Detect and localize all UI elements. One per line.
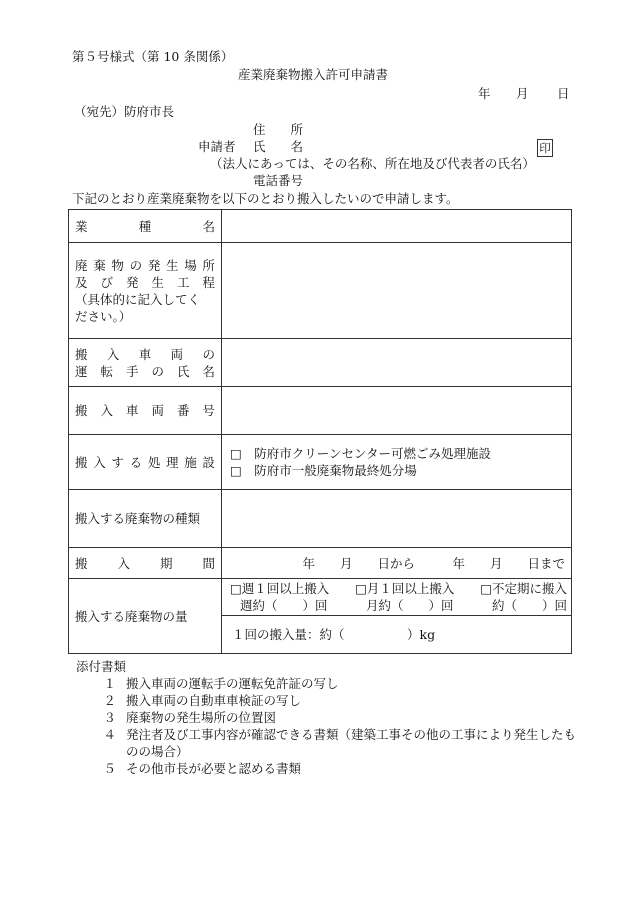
form-number: 第５号様式（第 10 条関係） [72,49,234,64]
row-facility [69,435,572,490]
facility-label: 搬 入 す る 処 理 施 設 [69,435,222,490]
freq-irregular-checkbox[interactable]: □不定期に搬入 [480,581,567,596]
document-title: 産業廃棄物搬入許可申請書 [238,67,389,82]
attachment-item: ４ 発注者及び工事内容が確認できる書類（建築工事その他の工事により発生したものの場合） [103,727,577,759]
attachment-item: ３ 廃棄物の発生場所の位置図 [103,710,277,725]
facility-option-clean-center[interactable]: □ 防府市クリーンセンター可燃ごみ処理施設 [230,446,492,461]
vehicle-number-field[interactable] [222,387,572,435]
frequency-options [222,579,572,616]
driver-label: 搬 入 車 両 の 運 転 手 の 氏 名 [69,339,222,387]
freq-weekly-checkbox[interactable]: □週１回以上搬入 [230,581,330,596]
driver-field[interactable] [222,339,572,387]
application-form-table [68,209,572,654]
attachments-heading: 添付書類 [76,659,127,674]
facility-options [222,435,572,490]
seal-mark: 印 [537,139,553,157]
applicant-label: 申請者 [198,139,236,154]
date-day: 日 [557,86,570,101]
name-label: 氏 名 [253,139,304,154]
phone-label: 電話番号 [253,173,304,188]
row-origin [69,243,572,339]
facility-option-landfill[interactable]: □ 防府市一般廃棄物最終処分場 [230,463,417,478]
addressee: （宛先）防府市長 [74,104,175,119]
waste-type-label: 搬入する廃棄物の種類 [69,490,222,548]
freq-monthly-checkbox[interactable]: □月１回以上搬入 [355,581,455,596]
corporation-note: （法人にあっては、その名称、所在地及び代表者の氏名） [210,156,535,171]
amount-label: 搬入する廃棄物の量 [69,579,222,654]
monthly-count-field[interactable]: 月約（ ）回 [365,598,454,613]
waste-type-field[interactable] [222,490,572,548]
attachment-item: １ 搬入車両の運転手の運転免許証の写し [103,676,339,691]
industry-label: 業 種 名 [69,210,222,243]
attachment-item: ５ その他市長が必要と認める書類 [103,761,302,776]
row-industry [69,210,572,243]
origin-label: 廃 棄 物 の 発 生 場 所 及 び 発 生 工 程 （具体的に記入してく ださい。） [69,243,222,339]
origin-field[interactable] [222,243,572,339]
row-waste-type [69,490,572,548]
attachments-section [76,658,576,777]
irregular-count-field[interactable]: 約（ ）回 [491,598,567,613]
intro-statement: 下記のとおり産業廃棄物を以下のとおり搬入したいので申請します。 [72,191,459,206]
date-year: 年 [478,86,491,101]
address-label: 住 所 [253,122,304,137]
weekly-count-field[interactable]: 週約（ ）回 [240,598,328,613]
per-trip-amount-field[interactable]: １回の搬入量：約（ ）kg [222,616,572,654]
period-field[interactable]: 年 月 日から 年 月 日まで [222,548,572,579]
industry-field[interactable] [222,210,572,243]
date-month: 月 [516,86,529,101]
row-driver [69,339,572,387]
row-period [69,548,572,579]
period-label: 搬 入 期 間 [69,548,222,579]
attachment-item: ２ 搬入車両の自動車車検証の写し [103,693,302,708]
row-amount-frequency [69,579,572,616]
row-vehicle [69,387,572,435]
vehicle-number-label: 搬 入 車 両 番 号 [69,387,222,435]
